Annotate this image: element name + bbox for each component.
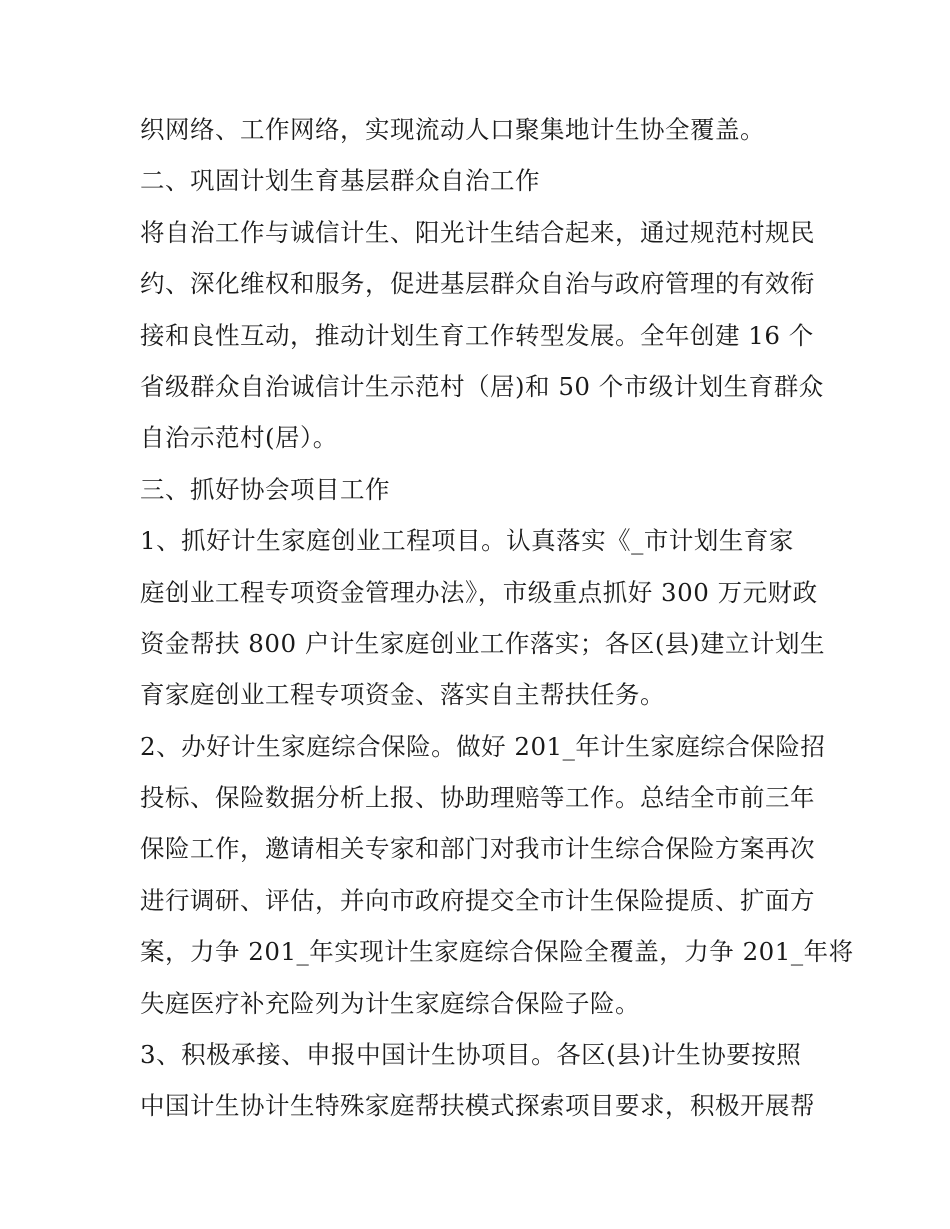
text-line: 将自治工作与诚信计生、阳光计生结合起来，通过规范村规民 [140,217,815,247]
section-heading: 三、抓好协会项目工作 [140,474,390,504]
text-line: 育家庭创业工程专项资金、落实自主帮扶任务。 [140,680,665,710]
text-line: 织网络、工作网络，实现流动人口聚集地计生协全覆盖。 [140,115,765,144]
text-line: 接和良性互动，推动计划生育工作转型发展。全年创建 16 个 [140,320,814,350]
text-line: 中国计生协计生特殊家庭帮扶模式探索项目要求，积极开展帮 [140,1091,815,1121]
text-line: 3、积极承接、申报中国计生协项目。各区(县)计生协要按照 [140,1040,802,1070]
text-line: 省级群众自治诚信计生示范村（居)和 50 个市级计划生育群众 [140,371,824,401]
text-line: 投标、保险数据分析上报、协助理赔等工作。总结全市前三年 [140,783,815,813]
text-line: 保险工作，邀请相关专家和部门对我市计生综合保险方案再次 [140,834,815,864]
text-line: 1、抓好计生家庭创业工程项目。认真落实《_市计划生育家 [140,526,794,556]
text-line: 自治示范村(居）。 [140,423,338,453]
text-line: 庭创业工程专项资金管理办法》，市级重点抓好 300 万元财政 [140,577,818,607]
text-line: 失庭医疗补充险列为计生家庭综合保险子险。 [140,988,640,1018]
text-line: 案，力争 201_年实现计生家庭综合保险全覆盖，力争 201_年将 [140,937,854,967]
text-line: 进行调研、评估，并向市政府提交全市计生保险提质、扩面方 [140,885,815,915]
section-heading: 二、巩固计划生育基层群众自治工作 [140,166,540,196]
text-line: 资金帮扶 800 户计生家庭创业工作落实；各区(县)建立计划生 [140,628,825,658]
text-line: 2、办好计生家庭综合保险。做好 201_年计生家庭综合保险招 [140,731,826,761]
document-body [140,104,854,1132]
text-line: 约、深化维权和服务，促进基层群众自治与政府管理的有效衔 [140,269,815,299]
